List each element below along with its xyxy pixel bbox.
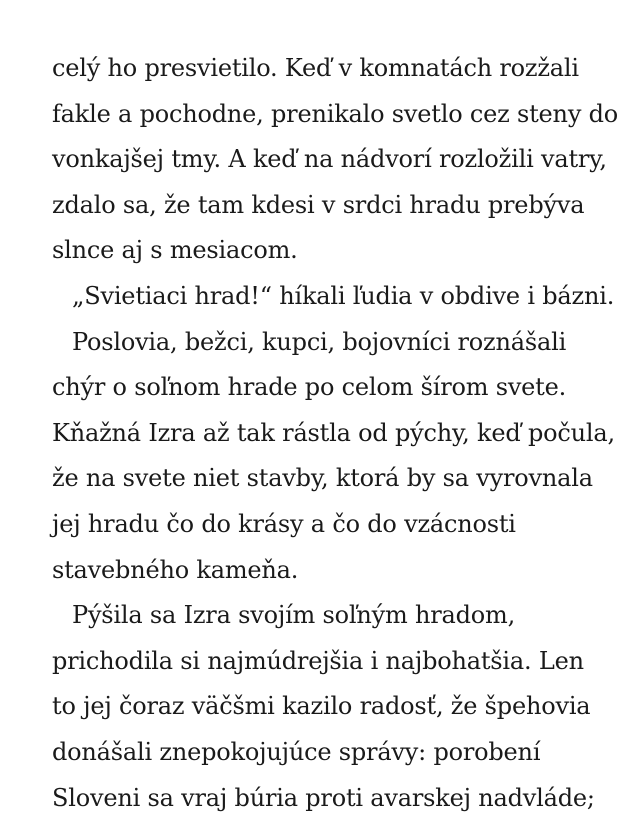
text-line: prichodila si najmúdrejšia i najbohatšia. Len — [52, 639, 612, 685]
paragraph-start-line: Poslovia, bežci, kupci, bojovníci roznášali — [52, 320, 612, 366]
text-line: to jej čoraz väčšmi kazilo radosť, že špehovia — [52, 684, 612, 730]
text-line: zdalo sa, že tam kdesi v srdci hradu prebýva — [52, 183, 612, 229]
text-line: fakle a pochodne, prenikalo svetlo cez steny do — [52, 92, 612, 138]
text-line: vonkajšej tmy. A keď na nádvorí rozložili vatry, — [52, 137, 612, 183]
text-line: celý ho presvietilo. Keď v komnatách rozžali — [52, 46, 612, 92]
paragraph-start-line: „Svietiaci hrad!“ híkali ľudia v obdive i bázni. — [52, 274, 612, 320]
text-line: chýr o soľnom hrade po celom šírom svete. — [52, 365, 612, 411]
text-line: stavebného kameňa. — [52, 548, 612, 594]
text-line: Sloveni sa vraj búria proti avarskej nadvláde; — [52, 776, 612, 821]
text-line: slnce aj s mesiacom. — [52, 228, 612, 274]
text-line: že na svete niet stavby, ktorá by sa vyrovnala — [52, 456, 612, 502]
text-line: jej hradu čo do krásy a čo do vzácnosti — [52, 502, 612, 548]
page-text — [52, 46, 612, 821]
paragraph-start-line: Pýšila sa Izra svojím soľným hradom, — [52, 593, 612, 639]
text-line: Kňažná Izra až tak rástla od pýchy, keď počula, — [52, 411, 612, 457]
text-line: donášali znepokojujúce správy: porobení — [52, 730, 612, 776]
